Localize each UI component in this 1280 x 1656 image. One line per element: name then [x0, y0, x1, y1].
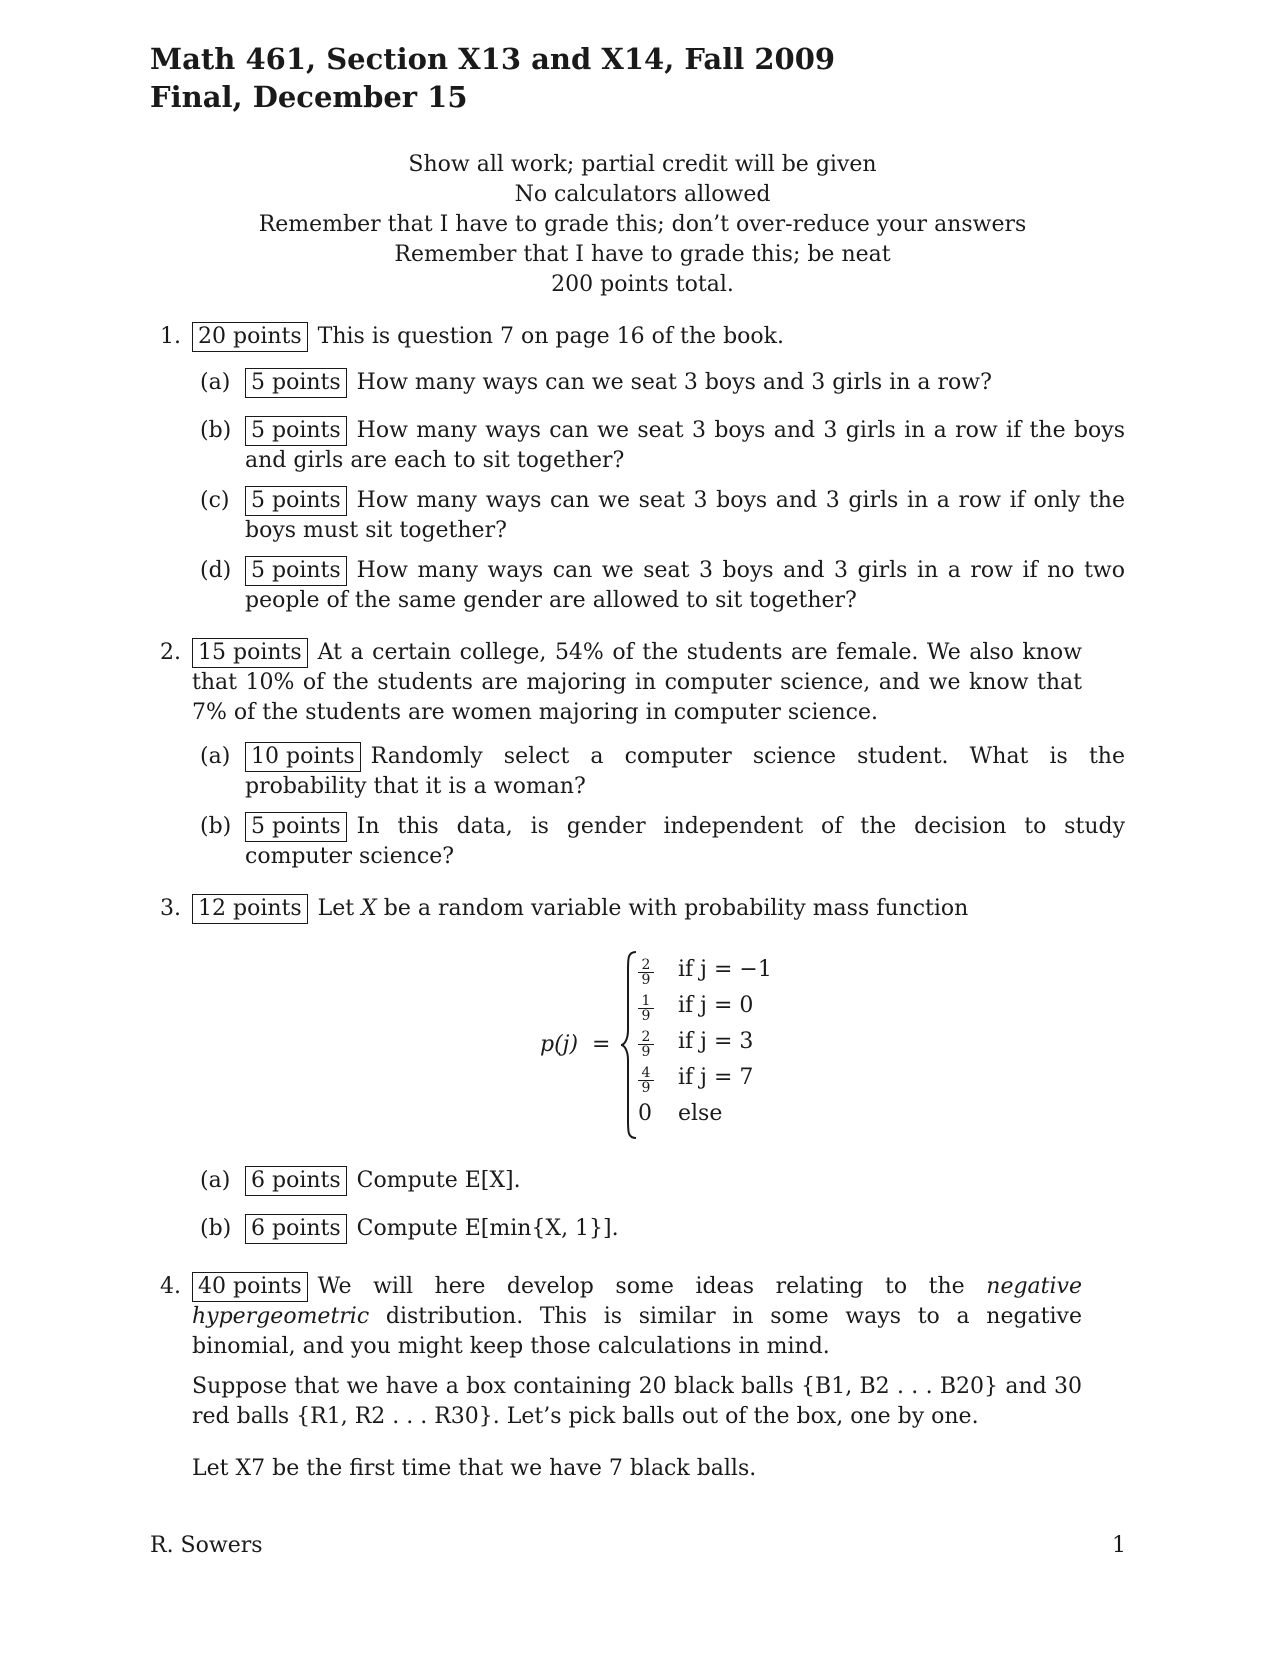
- question-1-text: [192, 322, 1082, 352]
- part-label: (a): [200, 370, 231, 395]
- math-expression: E[X].: [464, 1168, 521, 1193]
- question-2-text: [192, 638, 1082, 728]
- question-4-paragraph-3: Let X7 be the first time that we have 7 black balls.: [192, 1456, 757, 1481]
- case-condition: else: [678, 1101, 723, 1126]
- case-condition: if j = −1: [678, 957, 772, 982]
- part-text: How many ways can we seat 3 boys and 3 girls in a row?: [356, 370, 992, 395]
- denominator: 9: [641, 1008, 651, 1024]
- instruction-line: No calculators allowed: [514, 182, 771, 207]
- points-box: 20 points: [192, 322, 308, 352]
- part-text: How many ways can we seat 3 boys and 3 girls in a row if only the boys must sit together?: [245, 488, 1125, 543]
- part-text: How many ways can we seat 3 boys and 3 girls in a row if no two people of the same gender are allowed to sit together?: [245, 558, 1125, 613]
- part-label: (d): [200, 558, 232, 583]
- exam-title: [150, 40, 835, 116]
- footer-author: R. Sowers: [150, 1533, 263, 1558]
- question-1-number: 1.: [160, 324, 181, 349]
- part-text: Randomly select a computer science student. What is the probability that it is a woman?: [245, 744, 1125, 799]
- question-text: Let: [317, 896, 362, 921]
- question-text: be a random variable with probability mass function: [376, 896, 969, 921]
- part-text: Compute: [356, 1168, 465, 1193]
- question-3a: [245, 1166, 1125, 1196]
- title-line-1: Math 461, Section X13 and X14, Fall 2009: [150, 42, 836, 76]
- numerator: 2: [638, 958, 654, 973]
- points-box: 15 points: [192, 638, 308, 668]
- left-brace-icon: [620, 950, 638, 1140]
- question-text: We will here develop some ideas relating to the: [317, 1274, 987, 1299]
- question-4-number: 4.: [160, 1274, 181, 1299]
- case-condition: if j = 7: [678, 1065, 754, 1090]
- part-label: (b): [200, 814, 232, 839]
- question-1d: [245, 556, 1125, 616]
- title-line-2: Final, December 15: [150, 80, 468, 114]
- pmf-equals: =: [592, 1032, 611, 1057]
- pmf-case: [638, 957, 772, 988]
- instruction-line: Show all work; partial credit will be given: [408, 152, 877, 177]
- instruction-line: Remember that I have to grade this; be neat: [394, 242, 891, 267]
- numerator: 2: [638, 1030, 654, 1045]
- part-label: (a): [200, 1168, 231, 1193]
- case-condition: if j = 0: [678, 993, 754, 1018]
- points-box: 5 points: [245, 486, 347, 516]
- question-2b: [245, 812, 1125, 872]
- instruction-line: 200 points total.: [551, 272, 734, 297]
- denominator: 9: [641, 972, 651, 988]
- denominator: 9: [641, 1044, 651, 1060]
- pmf-lhs: p(j): [540, 1032, 579, 1057]
- pmf-definition: [540, 950, 840, 1140]
- fraction: [638, 1066, 654, 1095]
- points-box: 5 points: [245, 812, 347, 842]
- emphasized-term: negative hypergeometric: [192, 1274, 1082, 1329]
- instructions-block: [150, 150, 1135, 300]
- question-4-text: [192, 1272, 1082, 1362]
- part-label: (c): [200, 488, 230, 513]
- numerator: 4: [638, 1066, 654, 1081]
- case-condition: if j = 3: [678, 1029, 754, 1054]
- page-number: 1: [1112, 1533, 1126, 1558]
- part-label: (b): [200, 1216, 232, 1241]
- points-box: 12 points: [192, 894, 308, 924]
- pmf-case: [638, 1101, 723, 1126]
- instruction-line: Remember that I have to grade this; don’t over-reduce your answers: [258, 212, 1027, 237]
- case-value: 0: [638, 1101, 652, 1126]
- pmf-case: [638, 993, 754, 1024]
- points-box: 40 points: [192, 1272, 308, 1302]
- points-box: 5 points: [245, 416, 347, 446]
- pmf-case: [638, 1065, 754, 1096]
- points-box: 6 points: [245, 1166, 347, 1196]
- question-text: At a certain college, 54% of the students are female. We also know that 10% of the students are majoring in computer science, and we know that 7% of the students are women majoring in computer science.: [192, 640, 1082, 725]
- math-expression: E[min{X, 1}].: [464, 1216, 619, 1241]
- points-box: 6 points: [245, 1214, 347, 1244]
- question-4-paragraph-2: Suppose that we have a box containing 20 black balls {B1, B2 . . . B20} and 30 red balls {R1, R2 . . . R30}. Let’s pick balls out of the box, one by one.: [192, 1374, 1082, 1429]
- points-box: 5 points: [245, 368, 347, 398]
- fraction: [638, 1030, 654, 1059]
- variable-x: X: [361, 896, 377, 921]
- pmf-case: [638, 1029, 754, 1060]
- part-text: How many ways can we seat 3 boys and 3 girls in a row if the boys and girls are each to sit together?: [245, 418, 1125, 473]
- question-2a: [245, 742, 1125, 802]
- question-1a: [245, 368, 1125, 398]
- part-label: (a): [200, 744, 231, 769]
- question-1b: [245, 416, 1125, 476]
- numerator: 1: [638, 994, 654, 1009]
- points-box: 5 points: [245, 556, 347, 586]
- fraction: [638, 958, 654, 987]
- question-3-number: 3.: [160, 896, 181, 921]
- question-3b: [245, 1214, 1125, 1244]
- question-2-number: 2.: [160, 640, 181, 665]
- question-1c: [245, 486, 1125, 546]
- part-text: Compute: [356, 1216, 465, 1241]
- denominator: 9: [641, 1080, 651, 1096]
- question-text: This is question 7 on page 16 of the book.: [317, 324, 784, 349]
- fraction: [638, 994, 654, 1023]
- part-label: (b): [200, 418, 232, 443]
- part-text: In this data, is gender independent of the decision to study computer science?: [245, 814, 1125, 869]
- question-3-text: [192, 894, 1082, 924]
- question-text: distribution. This is similar in some ways to a negative binomial, and you might keep those calculations in mind.: [192, 1304, 1082, 1359]
- points-box: 10 points: [245, 742, 361, 772]
